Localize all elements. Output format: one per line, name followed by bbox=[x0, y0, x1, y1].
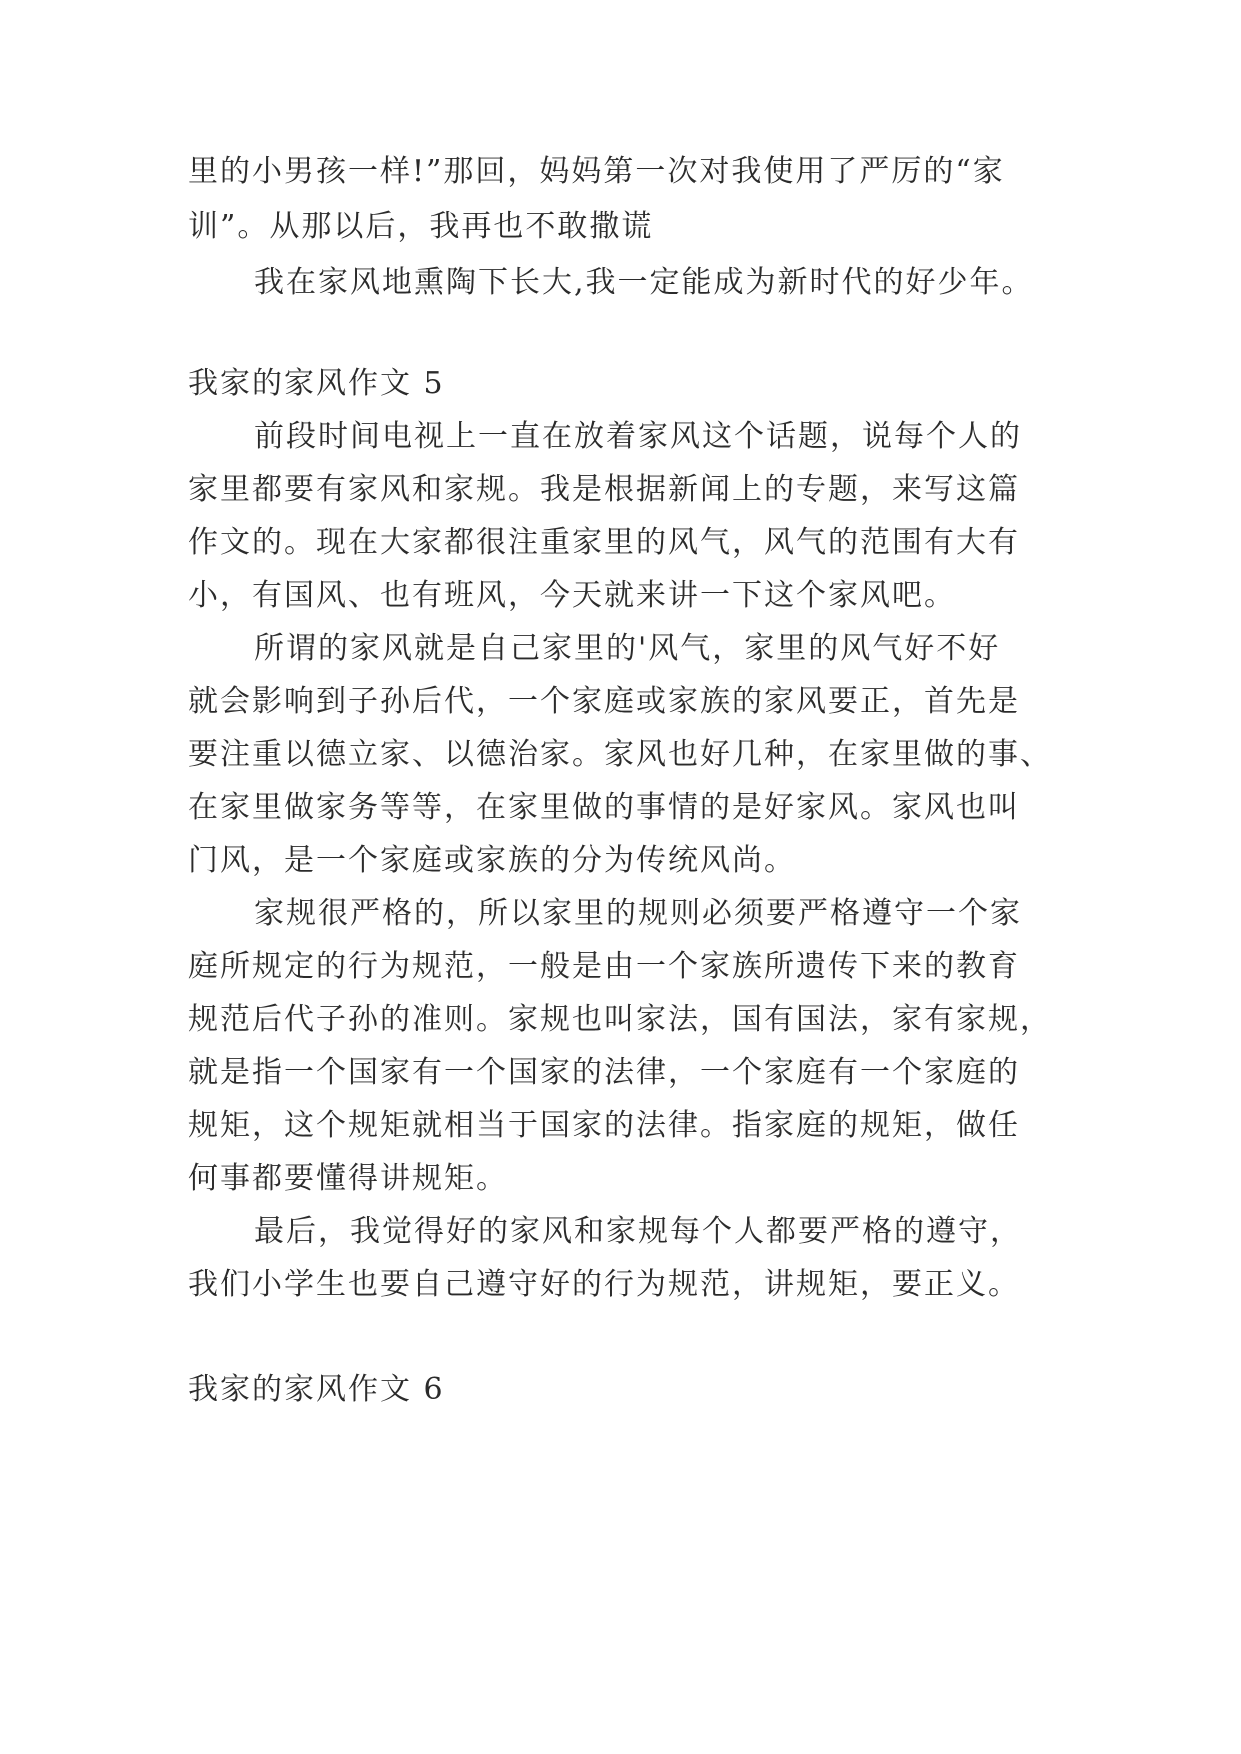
text-line: 庭所规定的行为规范，一般是由一个家族所遗传下来的教育 bbox=[188, 949, 1020, 984]
text-line: 规范后代子孙的准则。家规也叫家法，国有国法，家有家规， bbox=[188, 1002, 1052, 1037]
section-heading: 我家的家风作文 5 bbox=[188, 366, 445, 401]
paragraph-start-line: 前段时间电视上一直在放着家风这个话题，说每个人的 bbox=[254, 419, 1022, 454]
text-line: 训”。从那以后，我再也不敢撒谎 bbox=[188, 209, 654, 244]
text-line: 作文的。现在大家都很注重家里的风气，风气的范围有大有 bbox=[188, 525, 1020, 560]
paragraph-start-line: 家规很严格的，所以家里的规则必须要严格遵守一个家 bbox=[254, 896, 1022, 931]
text-line: 在家里做家务等等，在家里做的事情的是好家风。家风也叫 bbox=[188, 790, 1020, 825]
section-heading: 我家的家风作文 6 bbox=[188, 1372, 445, 1407]
text-line: 要注重以德立家、以德治家。家风也好几种，在家里做的事、 bbox=[188, 737, 1052, 772]
paragraph-start-line: 我在家风地熏陶下长大,我一定能成为新时代的好少年。 bbox=[254, 265, 1034, 300]
text-line: 就是指一个国家有一个国家的法律，一个家庭有一个家庭的 bbox=[188, 1055, 1020, 1090]
text-line: 小，有国风、也有班风，今天就来讲一下这个家风吧。 bbox=[188, 578, 956, 613]
text-line: 家里都要有家风和家规。我是根据新闻上的专题，来写这篇 bbox=[188, 472, 1020, 507]
text-line: 我们小学生也要自己遵守好的行为规范，讲规矩，要正义。 bbox=[188, 1267, 1020, 1302]
paragraph-start-line: 最后，我觉得好的家风和家规每个人都要严格的遵守， bbox=[254, 1214, 1022, 1249]
text-line: 规矩，这个规矩就相当于国家的法律。指家庭的规矩，做任 bbox=[188, 1108, 1020, 1143]
text-line: 里的小男孩一样!”那回，妈妈第一次对我使用了严厉的“家 bbox=[188, 154, 1005, 189]
text-line: 门风，是一个家庭或家族的分为传统风尚。 bbox=[188, 843, 796, 878]
text-line: 何事都要懂得讲规矩。 bbox=[188, 1161, 508, 1196]
paragraph-start-line: 所谓的家风就是自己家里的'风气，家里的风气好不好 bbox=[254, 631, 1001, 666]
text-line: 就会影响到子孙后代，一个家庭或家族的家风要正，首先是 bbox=[188, 684, 1020, 719]
